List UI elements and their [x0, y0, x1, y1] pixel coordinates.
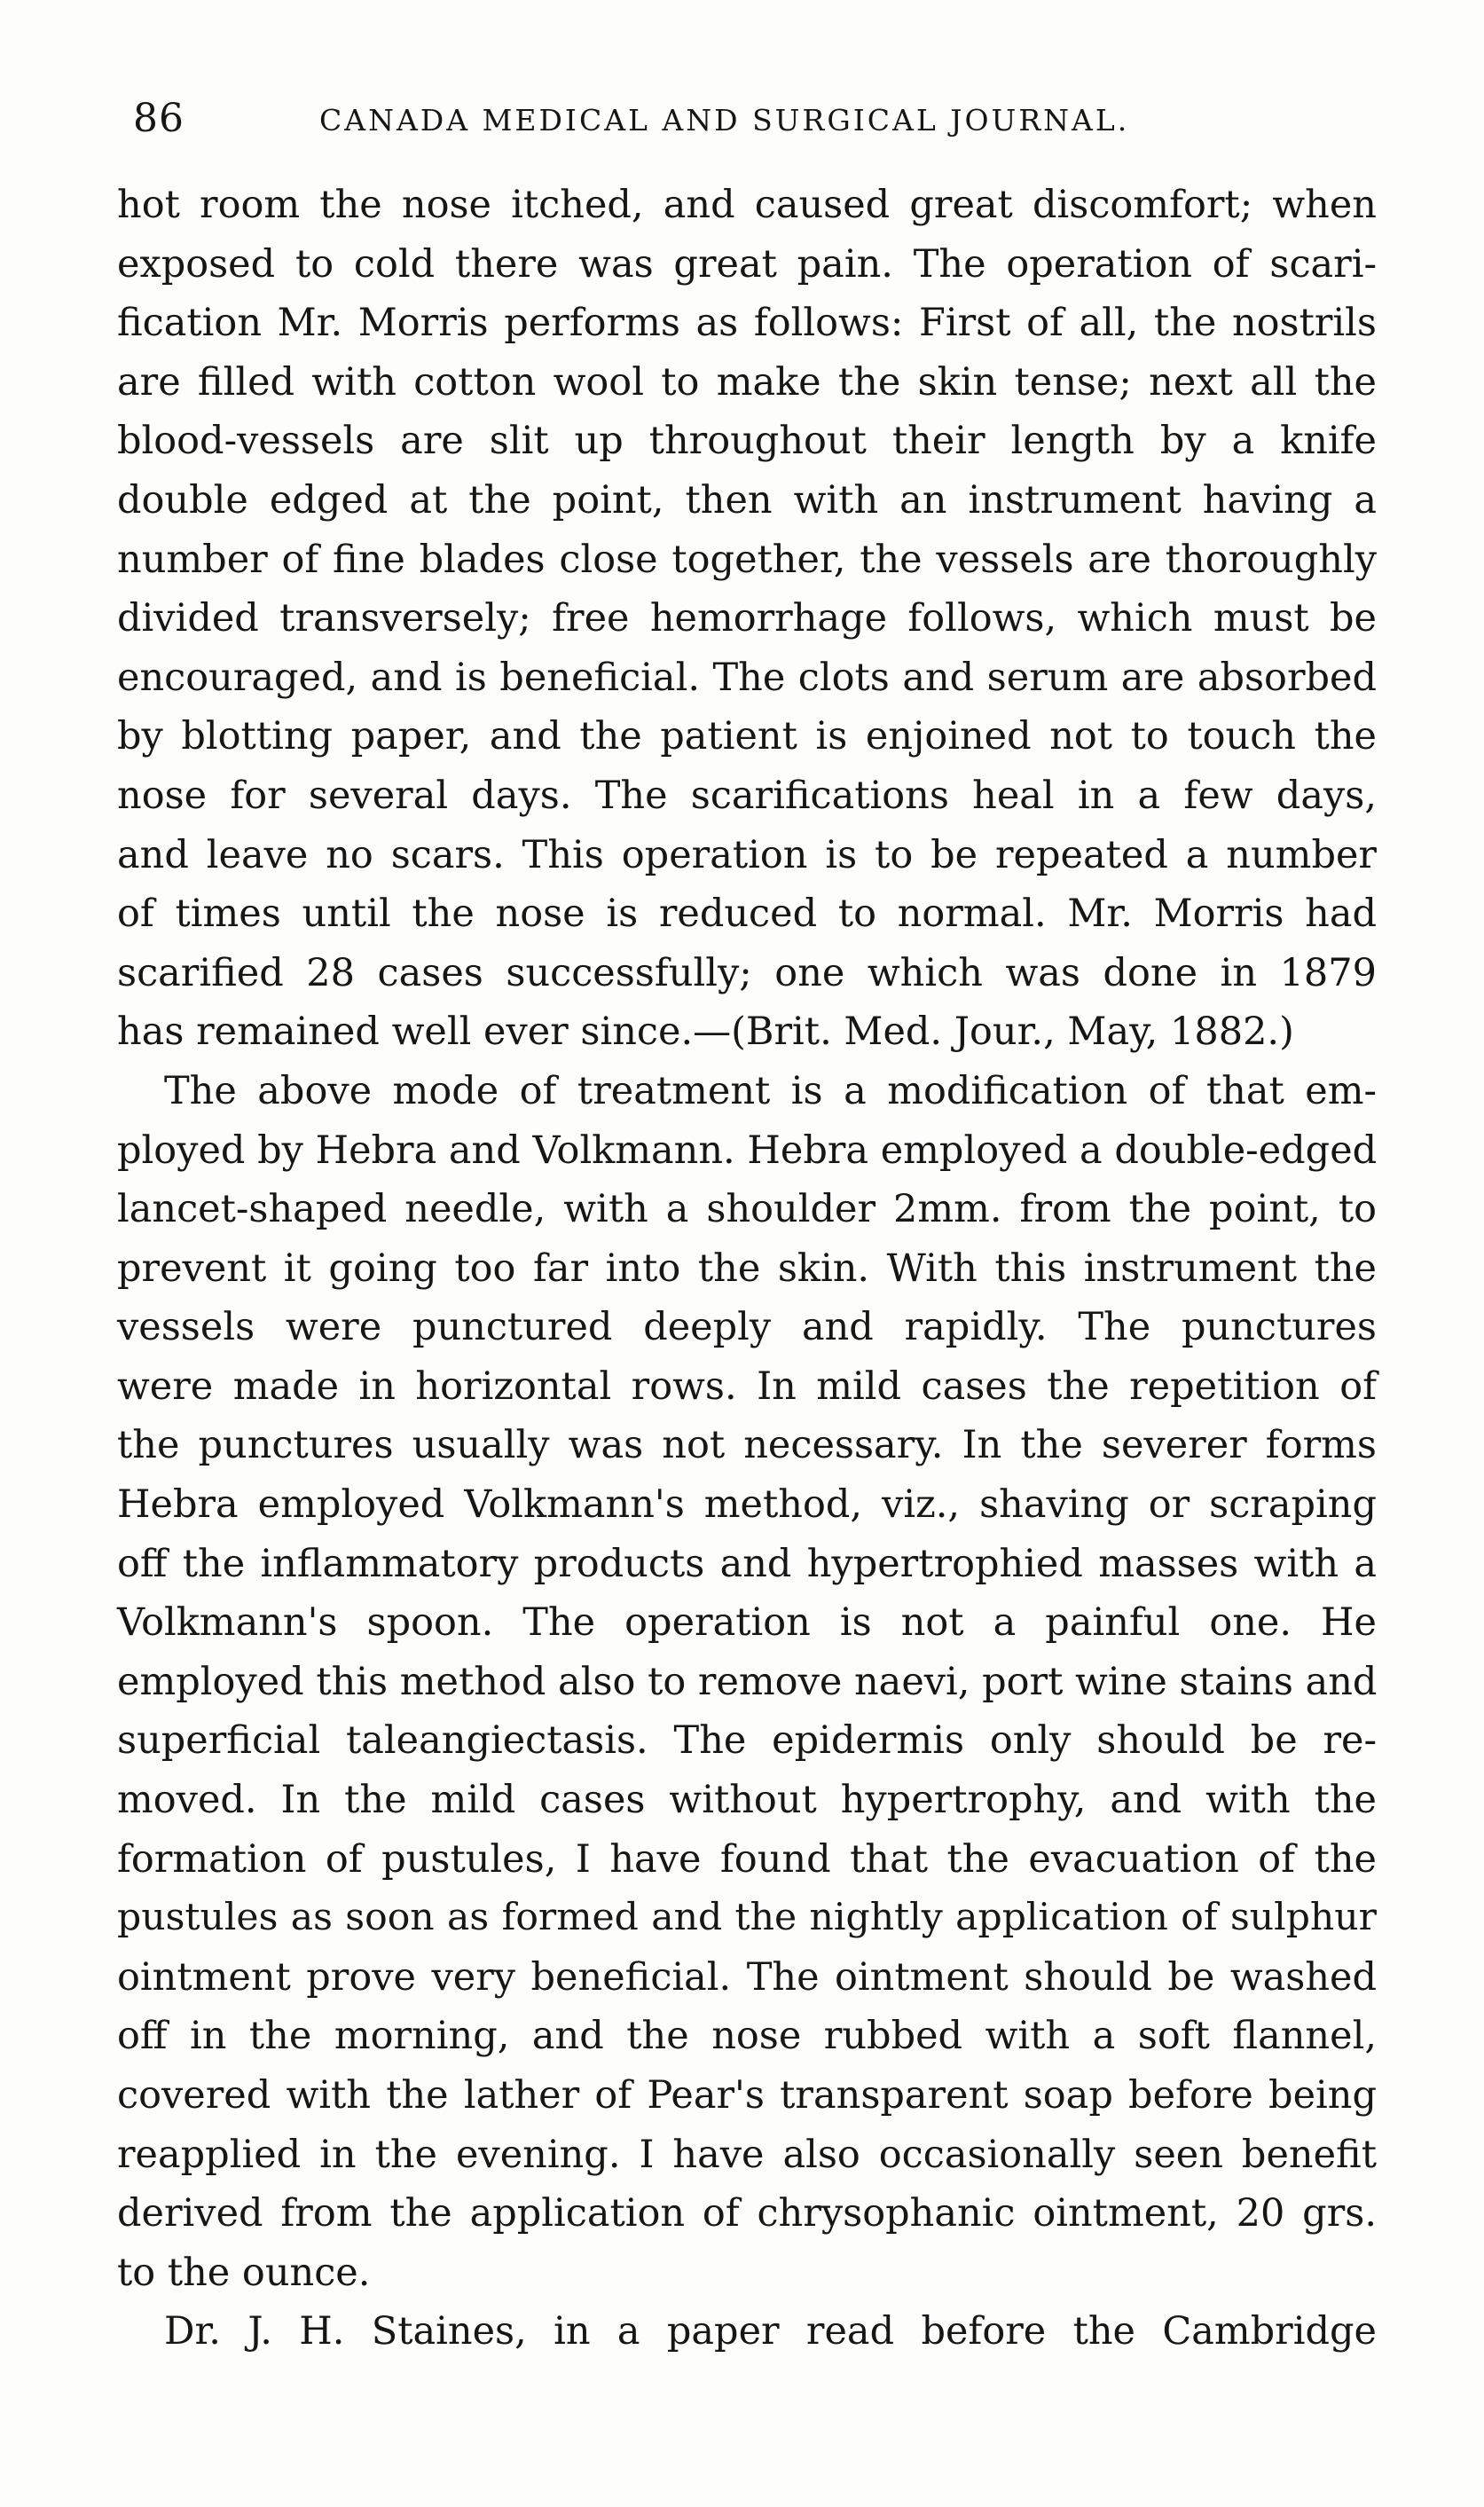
text-line: by blotting paper, and the patient is enjoined not to touch the [117, 714, 1377, 759]
text-line: Volkmann's spoon. The operation is not a painful one. He [117, 1600, 1377, 1646]
text-line: derived from the application of chrysophanic ointment, 20 grs. [117, 2191, 1377, 2236]
text-line: covered with the lather of Pear's transparent soap before being [117, 2073, 1377, 2118]
journal-title: CANADA MEDICAL AND SURGICAL JOURNAL. [319, 103, 1130, 138]
text-line: vessels were punctured deeply and rapidly. The punctures [117, 1305, 1377, 1350]
text-line: fication Mr. Morris performs as follows: First of all, the nostrils [117, 301, 1377, 346]
text-line: superficial taleangiectasis. The epidermis only should be re- [117, 1718, 1377, 1764]
running-head [133, 96, 1366, 149]
text-line: reapplied in the evening. I have also occasionally seen benefit [117, 2132, 1377, 2177]
text-line: scarified 28 cases successfully; one which was done in 1879 [117, 950, 1377, 995]
text-line: encouraged, and is beneficial. The clots and serum are absorbed [117, 655, 1377, 700]
text-line: formation of pustules, I have found that the evacuation of the [117, 1836, 1377, 1882]
text-line: off the inflammatory products and hypertrophied masses with a [117, 1541, 1377, 1586]
text-line: Hebra employed Volkmann's method, viz., shaving or scraping [117, 1482, 1377, 1528]
text-line: exposed to cold there was great pain. The operation of scari- [117, 241, 1377, 287]
text-line: prevent it going too far into the skin. With this instrument the [117, 1246, 1377, 1291]
page-number: 86 [133, 96, 185, 141]
text-line: has remained well ever since.—(Brit. Med. Jour., May, 1882.) [117, 1010, 1294, 1055]
text-line: nose for several days. The scarifications heal in a few days, [117, 773, 1377, 818]
text-line: to the ounce. [117, 2250, 371, 2295]
text-line: double edged at the point, then with an instrument having a [117, 477, 1377, 523]
text-line: the punctures usually was not necessary. In the severer forms [117, 1423, 1377, 1468]
text-line: divided transversely; free hemorrhage follows, which must be [117, 596, 1377, 641]
article-body [117, 176, 1377, 2362]
text-line: of times until the nose is reduced to normal. Mr. Morris had [117, 892, 1377, 937]
text-line: ployed by Hebra and Volkmann. Hebra employed a double-edged [117, 1128, 1378, 1173]
text-line: were made in horizontal rows. In mild cases the repetition of [117, 1364, 1377, 1409]
text-line: and leave no scars. This operation is to be repeated a number [117, 832, 1377, 877]
text-line: lancet-shaped needle, with a shoulder 2mm. from the point, to [117, 1187, 1377, 1232]
text-line: off in the morning, and the nose rubbed with a soft flannel, [117, 2014, 1377, 2059]
text-line: ointment prove very beneficial. The ointment should be washed [117, 1954, 1377, 2000]
text-line: hot room the nose itched, and caused great discomfort; when [117, 183, 1377, 227]
text-line: pustules as soon as formed and the nightly application of sulphur [117, 1896, 1377, 1940]
text-line: Dr. J. H. Staines, in a paper read before the Cambridge [164, 2309, 1377, 2354]
text-line: employed this method also to remove naevi, port wine stains and [117, 1659, 1378, 1704]
text-line: blood-vessels are slit up throughout their length by a knife [117, 419, 1377, 464]
text-line: moved. In the mild cases without hypertrophy, and with the [117, 1778, 1377, 1823]
text-line: The above mode of treatment is a modification of that em- [164, 1068, 1377, 1113]
text-line: number of fine blades close together, the vessels are thoroughly [117, 537, 1377, 582]
text-line: are filled with cotton wool to make the skin tense; next all the [117, 359, 1377, 405]
